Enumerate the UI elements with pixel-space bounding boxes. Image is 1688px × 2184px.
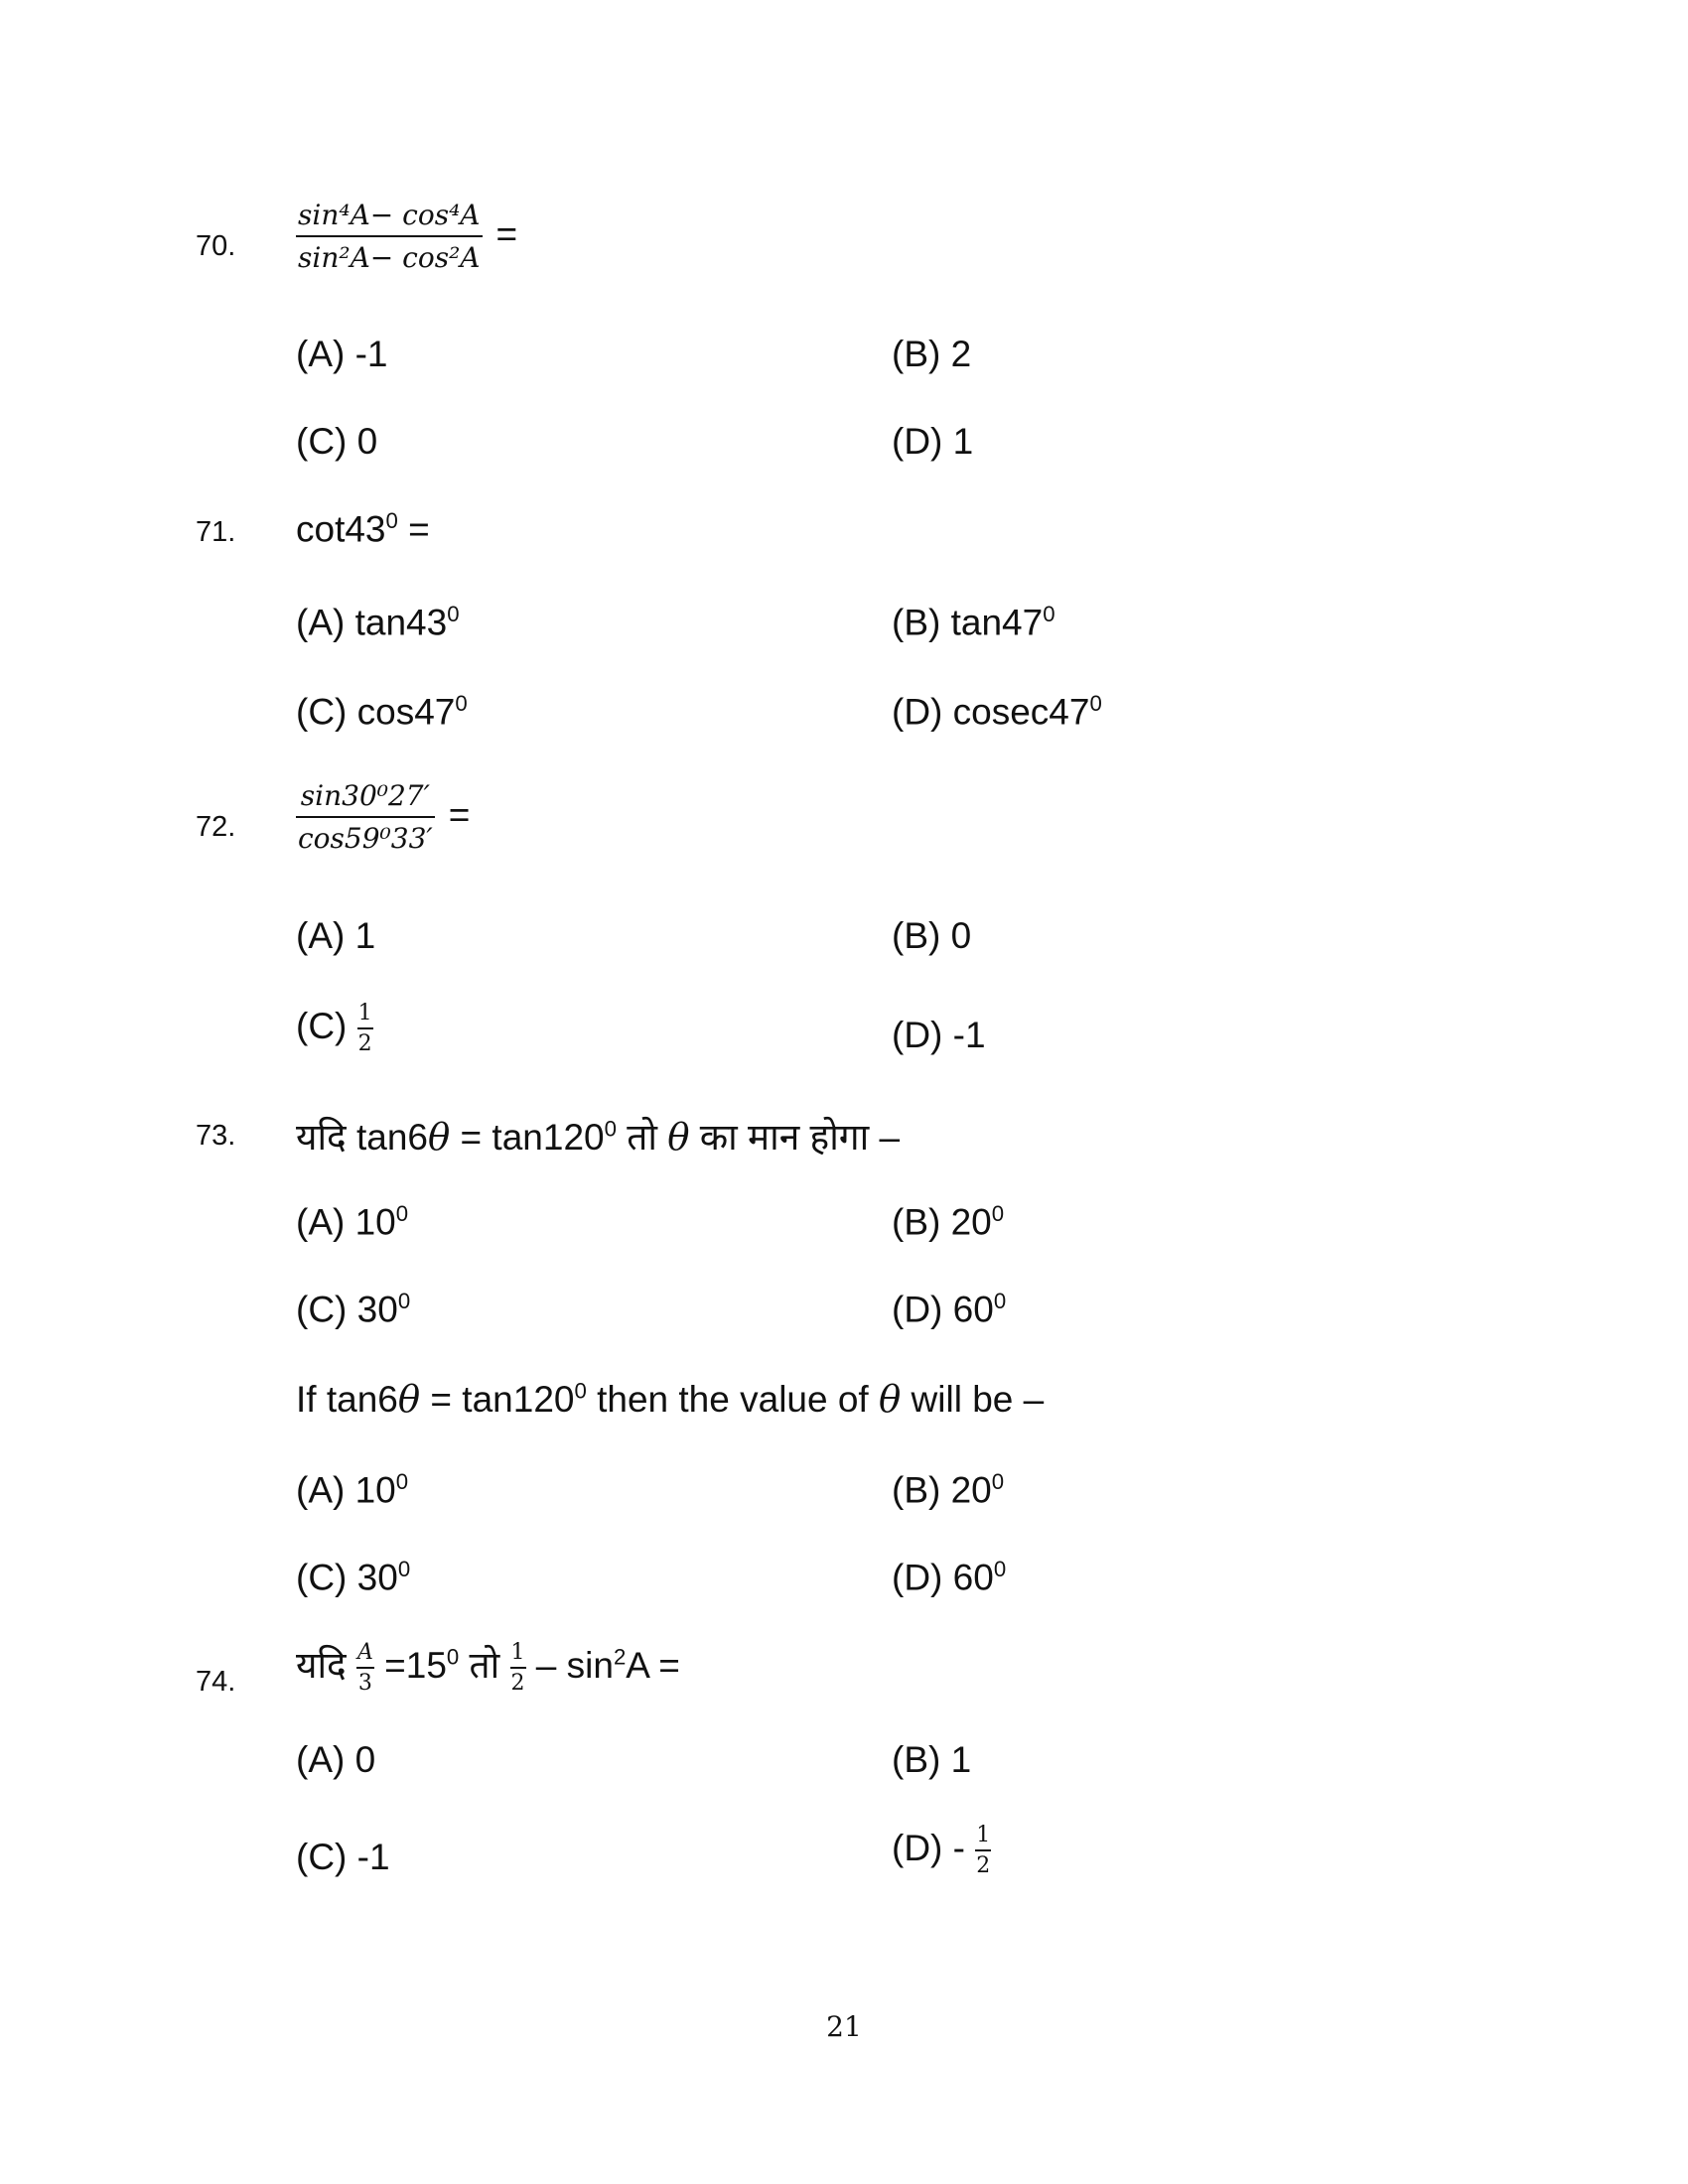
option-fraction xyxy=(357,1001,373,1056)
theta-symbol: θ xyxy=(667,1116,690,1159)
question-70-option-c[interactable]: (C) 0 xyxy=(296,421,378,462)
question-73-number: 73. xyxy=(196,1120,236,1152)
question-71-option-a[interactable] xyxy=(296,602,460,643)
degree-superscript: 0 xyxy=(604,1116,617,1142)
question-72-option-b[interactable]: (B) 0 xyxy=(892,915,972,956)
question-72-option-d[interactable]: (D) -1 xyxy=(892,1015,986,1055)
question-74-option-c[interactable]: (C) -1 xyxy=(296,1837,390,1877)
fraction-denominator: 2 xyxy=(510,1671,525,1697)
question-73-en-option-a[interactable] xyxy=(296,1469,408,1511)
fraction-denominator: sin²A− cos²A xyxy=(298,241,481,274)
fraction-numerator: sin⁴A− cos⁴A xyxy=(296,199,483,237)
option-fraction xyxy=(975,1823,991,1878)
fraction-numerator: 1 xyxy=(510,1640,526,1669)
option-text: (A) 10 xyxy=(296,1201,396,1243)
degree-superscript: 0 xyxy=(447,602,460,626)
degree-superscript: 0 xyxy=(395,1469,409,1494)
option-text: (C) 30 xyxy=(296,1289,398,1330)
equals-sign: = xyxy=(397,508,430,550)
fraction-denominator: 2 xyxy=(976,1853,991,1878)
question-74-option-a[interactable]: (A) 0 xyxy=(296,1739,376,1780)
question-71-stem xyxy=(296,508,430,550)
option-label: (D) - xyxy=(892,1827,976,1868)
stem-text: cot43 xyxy=(296,508,386,550)
fraction-numerator: 1 xyxy=(975,1823,991,1851)
option-text: (C) cos47 xyxy=(296,691,456,733)
question-73-hi-option-c[interactable] xyxy=(296,1289,410,1330)
degree-superscript: 0 xyxy=(455,691,468,716)
stem-text: का मान होगा – xyxy=(689,1117,901,1158)
question-71-option-b[interactable] xyxy=(892,602,1055,643)
option-text: (A) 10 xyxy=(296,1469,396,1511)
question-73-hi-option-a[interactable] xyxy=(296,1201,408,1243)
question-72-option-c[interactable] xyxy=(296,1001,373,1056)
question-70-option-a[interactable]: (A) -1 xyxy=(296,334,388,374)
degree-superscript: 0 xyxy=(446,1644,460,1670)
stem-text: = tan120 xyxy=(450,1117,605,1158)
degree-superscript: 0 xyxy=(991,1469,1005,1494)
degree-superscript: 0 xyxy=(385,508,398,533)
stem-fraction-a-over-3 xyxy=(356,1640,374,1696)
degree-superscript: 0 xyxy=(991,1201,1005,1226)
stem-text: =15 xyxy=(373,1645,447,1686)
question-73-hi-option-d[interactable] xyxy=(892,1289,1006,1330)
option-text: (D) 60 xyxy=(892,1289,994,1330)
option-text: (A) tan43 xyxy=(296,602,448,643)
fraction-numerator: sin30⁰27′ xyxy=(296,779,435,818)
question-70-option-d[interactable]: (D) 1 xyxy=(892,421,974,462)
option-label: (C) xyxy=(296,1005,357,1046)
degree-superscript: 0 xyxy=(993,1557,1007,1581)
degree-superscript: 0 xyxy=(397,1557,411,1581)
theta-symbol: θ xyxy=(397,1378,421,1421)
question-73-en-option-c[interactable] xyxy=(296,1557,410,1598)
stem-text: A = xyxy=(626,1645,680,1686)
option-text: (D) cosec47 xyxy=(892,691,1090,733)
question-74-number: 74. xyxy=(196,1666,236,1698)
equals-sign: = xyxy=(448,793,471,835)
stem-text: = tan120 xyxy=(420,1379,575,1420)
question-73-en-option-d[interactable] xyxy=(892,1557,1006,1598)
question-73-stem-english xyxy=(296,1378,1044,1421)
question-71-option-d[interactable] xyxy=(892,691,1102,733)
question-71-number: 71. xyxy=(196,516,236,548)
stem-text: तो xyxy=(459,1645,510,1686)
degree-superscript: 0 xyxy=(397,1289,411,1313)
degree-superscript: 0 xyxy=(1043,602,1055,626)
option-text: (B) 20 xyxy=(892,1469,992,1511)
question-72-number: 72. xyxy=(196,811,236,843)
degree-superscript: 0 xyxy=(395,1201,409,1226)
stem-text: तो xyxy=(616,1117,668,1158)
question-70-number: 70. xyxy=(196,230,236,262)
stem-text: यदि xyxy=(296,1645,356,1686)
power-superscript: 2 xyxy=(613,1644,627,1670)
equals-sign: = xyxy=(495,212,518,254)
stem-text: will be – xyxy=(901,1379,1045,1420)
question-73-stem-hindi xyxy=(296,1110,900,1160)
question-73-hi-option-b[interactable] xyxy=(892,1201,1004,1243)
stem-fraction-one-half xyxy=(510,1640,526,1696)
question-74-stem xyxy=(296,1638,680,1696)
question-70-option-b[interactable]: (B) 2 xyxy=(892,334,972,374)
degree-superscript: 0 xyxy=(574,1378,587,1404)
option-text: (C) 30 xyxy=(296,1557,398,1598)
question-72-stem xyxy=(296,779,470,855)
option-text: (B) tan47 xyxy=(892,602,1044,643)
question-72-fraction xyxy=(296,779,435,855)
stem-text: यदि tan6 xyxy=(296,1117,428,1158)
option-text: (B) 20 xyxy=(892,1201,992,1243)
option-text: (D) 60 xyxy=(892,1557,994,1598)
stem-text: – sin xyxy=(525,1645,614,1686)
page-number: 21 xyxy=(826,2010,862,2043)
question-70-stem xyxy=(296,199,517,274)
fraction-denominator: 3 xyxy=(357,1671,372,1697)
degree-superscript: 0 xyxy=(1089,691,1102,716)
question-74-option-d[interactable] xyxy=(892,1823,991,1878)
stem-text: If tan6 xyxy=(296,1379,398,1420)
fraction-numerator: 1 xyxy=(357,1001,373,1029)
fraction-denominator: cos59⁰33′ xyxy=(298,822,433,855)
question-71-option-c[interactable] xyxy=(296,691,468,733)
stem-text: then the value of xyxy=(586,1379,879,1420)
question-73-en-option-b[interactable] xyxy=(892,1469,1004,1511)
degree-superscript: 0 xyxy=(993,1289,1007,1313)
theta-symbol: θ xyxy=(427,1116,451,1159)
theta-symbol: θ xyxy=(879,1378,902,1421)
fraction-denominator: 2 xyxy=(357,1031,372,1056)
question-74-option-b[interactable]: (B) 1 xyxy=(892,1739,972,1780)
question-70-fraction xyxy=(296,199,483,274)
fraction-numerator: A xyxy=(356,1640,374,1669)
question-72-option-a[interactable]: (A) 1 xyxy=(296,915,376,956)
